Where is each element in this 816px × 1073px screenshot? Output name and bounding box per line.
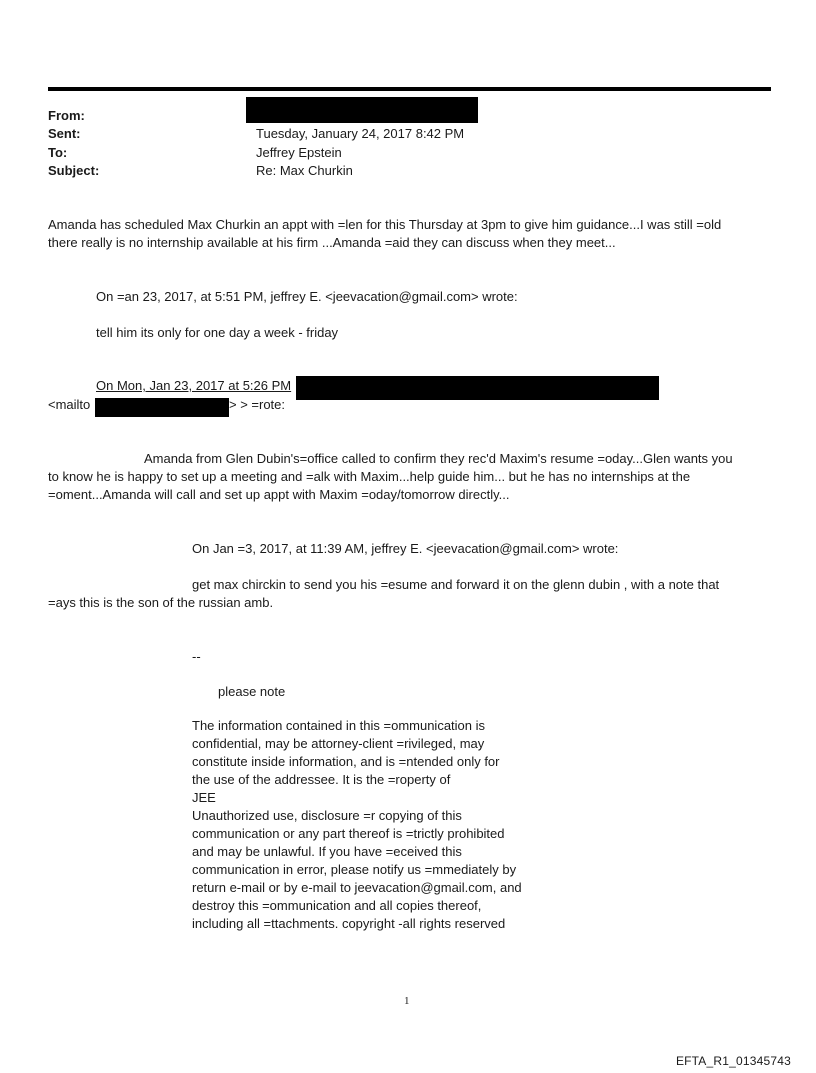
disclaimer-line: Unauthorized use, disclosure =r copying of this — [192, 808, 462, 823]
disclaimer-block — [192, 717, 572, 933]
quote-header: On =an 23, 2017, at 5:51 PM, jeffrey E. <jeevacation@gmail.com> wrote: — [96, 289, 518, 304]
quote-text: tell him its only for one day a week - friday — [96, 325, 339, 340]
disclaimer-line: return e-mail or by e-mail to jeevacation@gmail.com, and — [192, 880, 522, 895]
quote-header: On Mon, Jan 23, 2017 at 5:26 PM — [96, 378, 292, 393]
signature-dashes: -- — [192, 649, 201, 664]
mailto-suffix: > > =rote: — [229, 397, 286, 412]
disclaimer-line: confidential, may be attorney-client =rivileged, may — [192, 736, 485, 751]
to-label: To: — [48, 145, 68, 160]
disclaimer-line: The information contained in this =ommunication is — [192, 718, 486, 733]
body-line: =oment...Amanda will call and set up appt with Maxim =oday/tomorrow directly... — [48, 487, 510, 502]
body-line: to know he is happy to set up a meeting and =alk with Maxim...help guide him... but he has no internships at the — [48, 469, 691, 484]
header-rule — [48, 87, 771, 91]
sent-label: Sent: — [48, 126, 81, 141]
body-line: get max chirckin to send you his =esume and forward it on the glenn dubin , with a note that — [192, 577, 720, 592]
body-line: Amanda has scheduled Max Churkin an appt with =len for this Thursday at 3pm to give him guidance...I was still =old — [48, 217, 722, 232]
disclaimer-line: including all =ttachments. copyright -all rights reserved — [192, 916, 506, 931]
document-id: EFTA_R1_01345743 — [675, 1054, 791, 1068]
disclaimer-line: destroy this =ommunication and all copies thereof, — [192, 898, 482, 913]
sent-value: Tuesday, January 24, 2017 8:42 PM — [256, 126, 465, 141]
redacted-sender — [246, 97, 478, 123]
disclaimer-line: JEE — [192, 790, 216, 805]
redacted-address — [296, 376, 659, 400]
signature-note: please note — [218, 684, 286, 699]
body-line: =ays this is the son of the russian amb. — [48, 595, 274, 610]
from-label: From: — [48, 108, 85, 123]
redacted-mailto — [95, 398, 229, 417]
disclaimer-line: constitute inside information, and is =ntended only for — [192, 754, 500, 769]
body-line: Amanda from Glen Dubin's=office called to confirm they rec'd Maxim's resume =oday...Glen wants you — [144, 451, 733, 466]
subject-label: Subject: — [48, 163, 100, 178]
disclaimer-line: the use of the addressee. It is the =roperty of — [192, 772, 451, 787]
page-number: 1 — [404, 995, 410, 1007]
body-line: there really is no internship available at his firm ...Amanda =aid they can discuss when they meet... — [48, 235, 616, 250]
disclaimer-line: communication or any part thereof is =trictly prohibited — [192, 826, 505, 841]
disclaimer-line: communication in error, please notify us =mmediately by — [192, 862, 517, 877]
quote-header: On Jan =3, 2017, at 11:39 AM, jeffrey E. <jeevacation@gmail.com> wrote: — [192, 541, 619, 556]
mailto-prefix: <mailto — [48, 397, 91, 412]
to-value: Jeffrey Epstein — [256, 145, 342, 160]
subject-value: Re: Max Churkin — [256, 163, 353, 178]
disclaimer-line: and may be unlawful. If you have =eceived this — [192, 844, 462, 859]
